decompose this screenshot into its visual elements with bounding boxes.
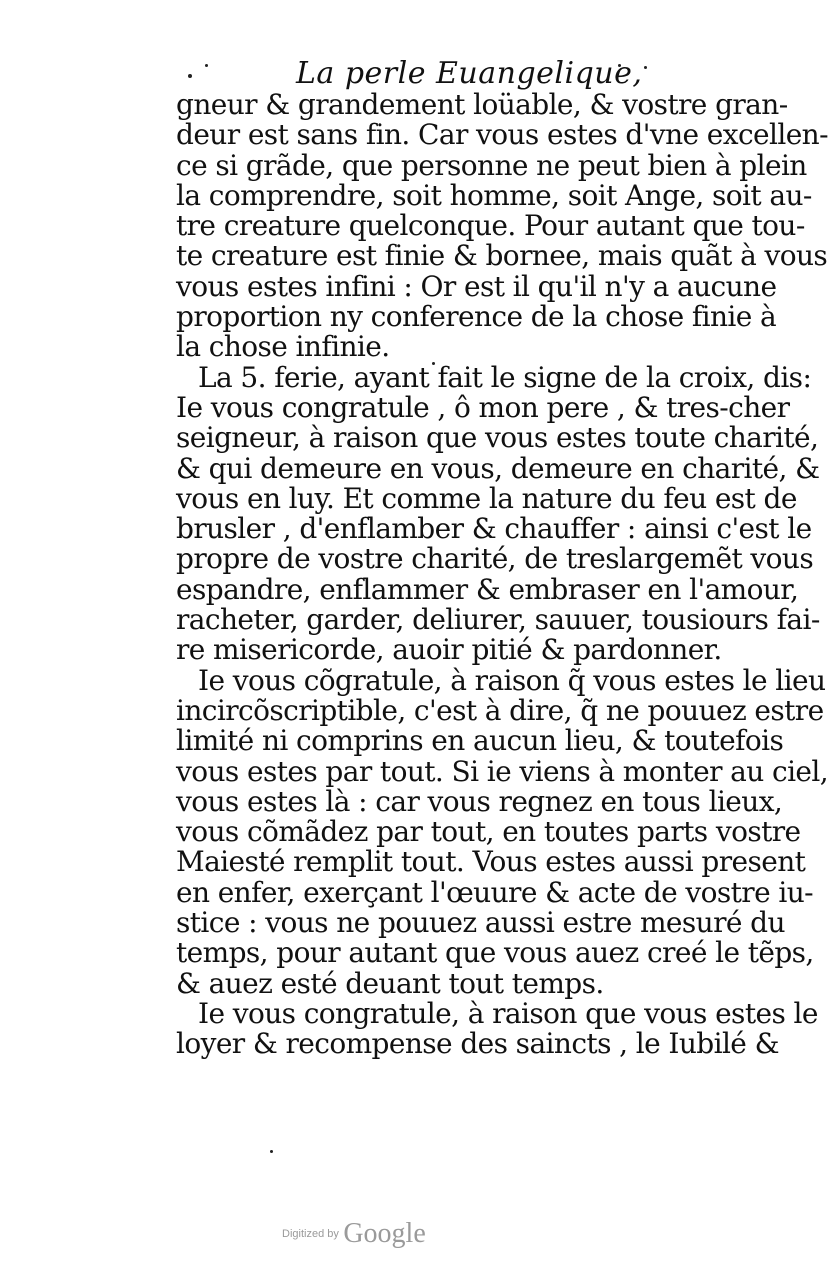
watermark-prefix: Digitized by <box>282 1228 339 1240</box>
text-line: temps, pour autant que vous auez creé le tẽps, <box>176 936 814 970</box>
text-line: incircõscriptible, c'est à dire, q̃ ne pouuez estre <box>176 693 824 727</box>
text-line: limité ni comprins en aucun lieu, & toutefois <box>176 724 784 758</box>
text-line: vous en luy. Et comme la nature du feu est de <box>176 481 797 515</box>
running-header: La perle Euangelique, <box>296 56 643 91</box>
ink-speck <box>188 74 192 78</box>
text-line: loyer & recompense des saincts , le Iubilé & <box>176 1027 779 1061</box>
text-line: proportion ny conference de la chose finie à <box>176 300 777 334</box>
text-line: gneur & grandement loüable, & vostre gran- <box>176 88 788 121</box>
text-line: re misericorde, auoir pitié & pardonner. <box>176 633 722 667</box>
text-line: te creature est finie & bornee, mais quãt à vous <box>176 239 828 273</box>
text-line: espandre, enflammer & embraser en l'amour, <box>176 572 799 606</box>
text-line: La 5. ferie, ayant fait le signe de la croix, dis: <box>198 360 812 394</box>
text-line: & auez esté deuant tout temps. <box>176 966 604 1000</box>
text-line: propre de vostre charité, de treslargemẽt vous <box>176 542 814 576</box>
text-line: deur est sans fin. Car vous estes d'vne excellen- <box>176 118 828 152</box>
text-line: Ie vous congratule , ô mon pere , & tres-cher <box>176 390 790 424</box>
text-line: tre creature quelconque. Pour autant que tou- <box>176 209 805 243</box>
text-line: & qui demeure en vous, demeure en charité, & <box>176 451 820 485</box>
text-line: Maiesté remplit tout. Vous estes aussi present <box>176 845 806 879</box>
google-watermark <box>282 1218 426 1250</box>
text-line: Ie vous congratule, à raison que vous estes le <box>198 996 818 1030</box>
text-line: stice : vous ne pouuez aussi estre mesuré du <box>176 906 785 940</box>
ink-speck <box>644 66 647 69</box>
text-line: vous cõmãdez par tout, en toutes parts vostre <box>176 815 801 849</box>
body-text <box>176 88 828 1061</box>
text-line: la chose infinie. <box>176 330 390 364</box>
text-line: brusler , d'enflamber & chauffer : ainsi c'est le <box>176 512 812 546</box>
text-line: vous estes par tout. Si ie viens à monter au ciel, <box>176 754 828 788</box>
google-logo: Google <box>343 1218 426 1249</box>
text-line: ce si grãde, que personne ne peut bien à plein <box>176 148 807 182</box>
text-line: vous estes infini : Or est il qu'il n'y a aucune <box>176 269 777 303</box>
text-line: racheter, garder, deliurer, sauuer, tousiours fai- <box>176 603 820 637</box>
text-line: vous estes là : car vous regnez en tous lieux, <box>176 784 783 818</box>
text-line: la comprendre, soit homme, soit Ange, soit au- <box>176 178 812 212</box>
ink-speck <box>205 64 208 67</box>
text-line: Ie vous cõgratule, à raison q̃ vous estes le lieu <box>198 663 826 697</box>
text-line: seigneur, à raison que vous estes toute charité, <box>176 421 819 455</box>
ink-speck <box>270 1150 273 1153</box>
text-line: en enfer, exerçant l'œuure & acte de vostre iu- <box>176 875 814 909</box>
